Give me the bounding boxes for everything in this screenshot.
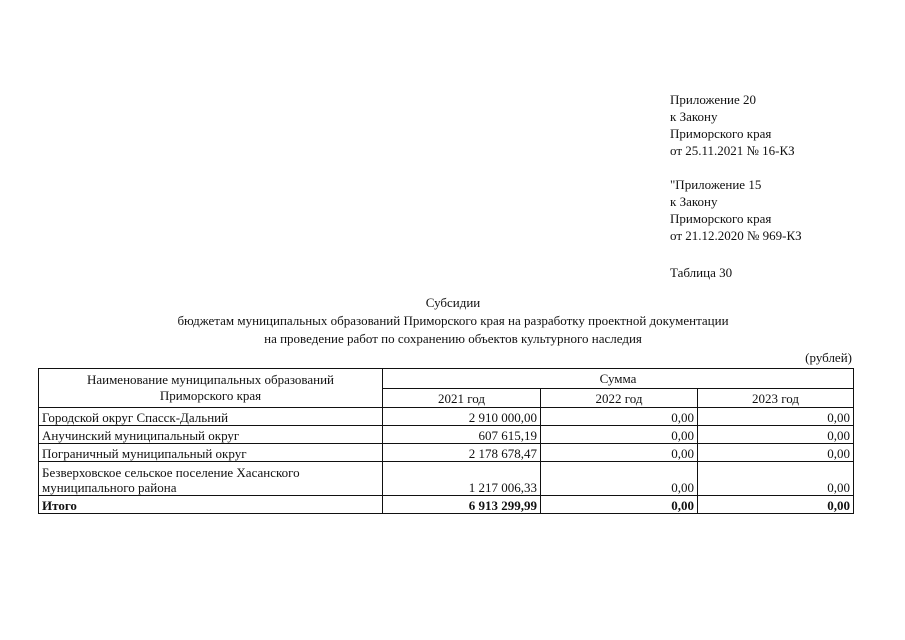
total-2022: 0,00 bbox=[541, 496, 698, 514]
amount-2021: 2 178 678,47 bbox=[383, 444, 541, 462]
document-title bbox=[60, 294, 846, 348]
annex-law-label: к Закону bbox=[670, 194, 718, 209]
title-line-2: бюджетам муниципальных образований Приморского края на разработку проектной документации bbox=[177, 313, 729, 328]
amount-2022: 0,00 bbox=[541, 444, 698, 462]
year-2021-header: 2021 год bbox=[383, 389, 541, 408]
amount-2023: 0,00 bbox=[698, 426, 854, 444]
amount-2023: 0,00 bbox=[698, 408, 854, 426]
year-2022-header: 2022 год bbox=[541, 389, 698, 408]
amount-2021: 1 217 006,33 bbox=[383, 462, 541, 496]
amount-2022: 0,00 bbox=[541, 408, 698, 426]
annex-region: Приморского края bbox=[670, 126, 772, 141]
amount-2023: 0,00 bbox=[698, 444, 854, 462]
amount-2023: 0,00 bbox=[698, 462, 854, 496]
sum-column-group-header: Сумма bbox=[383, 369, 854, 389]
municipality-name-line-1: Безверховское сельское поселение Хасанского bbox=[42, 465, 300, 480]
table-row bbox=[39, 444, 854, 462]
table-header-row bbox=[39, 369, 854, 389]
amount-2022: 0,00 bbox=[541, 462, 698, 496]
municipality-name: Пограничный муниципальный округ bbox=[39, 444, 383, 462]
subsidies-table bbox=[38, 368, 854, 514]
total-label: Итого bbox=[39, 496, 383, 514]
name-header-line-1: Наименование муниципальных образований bbox=[86, 372, 335, 387]
table-number: Таблица 30 bbox=[670, 265, 733, 280]
units-label: (рублей) bbox=[805, 350, 852, 365]
table-row bbox=[39, 426, 854, 444]
municipality-name-line-2: муниципального района bbox=[42, 480, 177, 495]
annex-number: Приложение 20 bbox=[670, 92, 757, 107]
amount-2022: 0,00 bbox=[541, 426, 698, 444]
annex-previous-reference bbox=[670, 176, 802, 244]
annex-date-number: от 21.12.2020 № 969-КЗ bbox=[670, 228, 802, 243]
municipality-name: Анучинский муниципальный округ bbox=[39, 426, 383, 444]
amount-2021: 2 910 000,00 bbox=[383, 408, 541, 426]
name-column-header bbox=[39, 369, 383, 408]
table-row bbox=[39, 408, 854, 426]
annex-number: "Приложение 15 bbox=[670, 177, 762, 192]
title-line-3: на проведение работ по сохранению объектов культурного наследия bbox=[264, 331, 642, 346]
municipality-name bbox=[39, 462, 383, 496]
annex-region: Приморского края bbox=[670, 211, 772, 226]
annex-date-number: от 25.11.2021 № 16-КЗ bbox=[670, 143, 795, 158]
total-2023: 0,00 bbox=[698, 496, 854, 514]
title-line-1: Субсидии bbox=[425, 295, 481, 310]
total-2021: 6 913 299,99 bbox=[383, 496, 541, 514]
amount-2021: 607 615,19 bbox=[383, 426, 541, 444]
year-2023-header: 2023 год bbox=[698, 389, 854, 408]
table-row bbox=[39, 462, 854, 496]
municipality-name: Городской округ Спасск-Дальний bbox=[39, 408, 383, 426]
annex-law-label: к Закону bbox=[670, 109, 718, 124]
annex-current-reference bbox=[670, 91, 795, 159]
name-header-line-2: Приморского края bbox=[159, 388, 262, 403]
total-row bbox=[39, 496, 854, 514]
